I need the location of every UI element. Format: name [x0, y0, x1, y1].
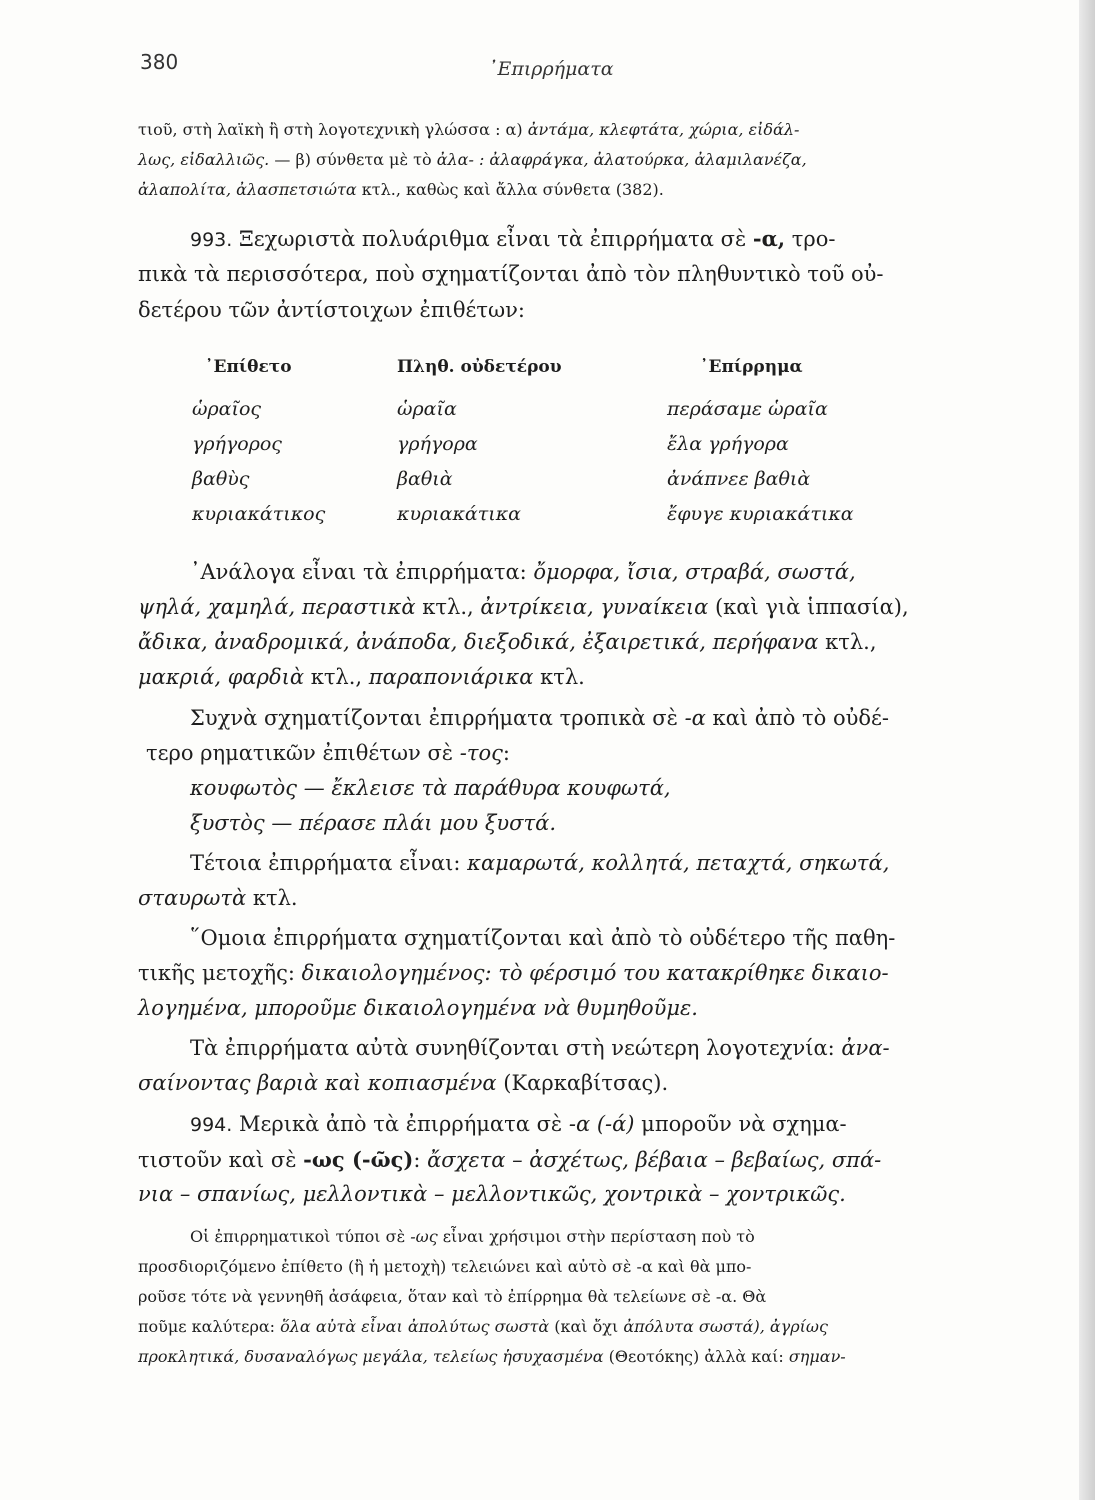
sec993-line-2: πικὰ τὰ περισσότερα, ποὺ σχηματίζονται ἀπὸ τὸν πληθυντικὸ τοῦ οὐ- [138, 262, 884, 286]
note-line-4: ποῦμε καλύτερα: ὅλα αὐτὰ εἶναι ἀπολύτως σωστὰ (καὶ ὄχι ἀπόλυτα σωστά), ἀγρίως [138, 1317, 828, 1336]
table-cell: περάσαμε ὡραῖα [667, 398, 828, 420]
analoga-line-4: μακριά, φαρδιὰ κτλ., παραπονιάρικα κτλ. [138, 665, 585, 689]
intro-line-1: τιοῦ, στὴ λαϊκὴ ἢ στὴ λογοτεχνικὴ γλώσσα : α) ἀντάμα, κλεφτάτα, χώρια, εἰδάλ- [138, 120, 800, 139]
sec994-line-1: 994. Μερικὰ ἀπὸ τὰ ἐπιρρήματα σὲ -α (-ά) μποροῦν νὰ σχημα- [190, 1112, 847, 1136]
table-cell: ὡραῖα [397, 398, 457, 420]
table-cell: βαθιὰ [397, 468, 453, 490]
note-line-2: προσδιοριζόμενο ἐπίθετο (ἢ ἡ μετοχὴ) τελειώνει καὶ αὐτὸ σὲ -α καὶ θὰ μπο- [138, 1257, 752, 1276]
ta-line-1: Τὰ ἐπιρρήματα αὐτὰ συνηθίζονται στὴ νεώτερη λογοτεχνία: ἀνα- [190, 1036, 890, 1060]
sec993-line-1: 993. Ξεχωριστὰ πολυάριθμα εἶναι τὰ ἐπιρρήματα σὲ -α, τρο- [190, 226, 836, 251]
table-cell: γρήγορα [397, 433, 478, 455]
table-cell: ὡραῖος [192, 398, 262, 420]
table-cell: ἔλα γρήγορα [667, 433, 789, 455]
table-header-adjective: ᾿Επίθετο [205, 357, 292, 377]
analoga-line-1: ᾿Ανάλογα εἶναι τὰ ἐπιρρήματα: ὄμορφα, ἴσια, στραβά, σωστά, [190, 560, 856, 584]
section-number-994: 994. [190, 1114, 233, 1136]
sychna-line-1: Συχνὰ σχηματίζονται ἐπιρρήματα τροπικὰ σὲ -α καὶ ἀπὸ τὸ οὐδέ- [190, 706, 890, 730]
sychna-line-2: τερο ρηματικῶν ἐπιθέτων σὲ -τος: [146, 741, 510, 765]
tetoia-line-1: Τέτοια ἐπιρρήματα εἶναι: καμαρωτά, κολλητά, πεταχτά, σηκωτά, [190, 851, 890, 875]
table-header-neuter-plural: Πληθ. οὐδετέρου [397, 357, 562, 377]
sec993-line-3: δετέρου τῶν ἀντίστοιχων ἐπιθέτων: [138, 298, 525, 322]
note-line-1: Οἱ ἐπιρρηματικοὶ τύποι σὲ -ως εἶναι χρήσιμοι στὴν περίσταση ποὺ τὸ [190, 1227, 755, 1246]
intro-line-2: λως, εἰδαλλιῶς. — β) σύνθετα μὲ τὸ ἀλα- : ἀλαφράγκα, ἀλατούρκα, ἀλαμιλανέζα, [138, 150, 807, 169]
section-number-993: 993. [190, 229, 233, 251]
tetoia-line-2: σταυρωτὰ κτλ. [138, 886, 298, 910]
note-line-3: ροῦσε τότε νὰ γεννηθῆ ἀσάφεια, ὅταν καὶ τὸ ἐπίρρημα θὰ τελείωνε σὲ -α. Θὰ [138, 1287, 767, 1306]
analoga-line-3: ἄδικα, ἀναδρομικά, ἀνάποδα, διεξοδικά, ἐξαιρετικά, περήφανα κτλ., [138, 630, 877, 654]
note-line-5: προκλητικά, δυσαναλόγως μεγάλα, τελείως ἡσυχασμένα (Θεοτόκης) ἀλλὰ καί: σημαν- [138, 1347, 846, 1366]
sec994-line-2: τιστοῦν καὶ σὲ -ως (-ῶς): ἄσχετα – ἀσχέτως, βέβαια – βεβαίως, σπά- [138, 1147, 882, 1172]
table-cell: κυριακάτικα [397, 503, 522, 525]
homoia-line-2: τικῆς μετοχῆς: δικαιολογημένος: τὸ φέρσιμό του κατακρίθηκε δικαιο- [138, 961, 889, 985]
table-cell: ἀνάπνεε βαθιὰ [667, 468, 811, 490]
analoga-line-2: ψηλά, χαμηλά, περαστικὰ κτλ., ἀντρίκεια, γυναίκεια (καὶ γιὰ ἱππασία), [138, 595, 909, 619]
ta-line-2: σαίνοντας βαριὰ καὶ κοπιασμένα (Καρκαβίτσας). [138, 1071, 669, 1095]
sec994-line-3: νια – σπανίως, μελλοντικὰ – μελλοντικῶς, χοντρικὰ – χοντρικῶς. [138, 1182, 846, 1206]
table-cell: κυριακάτικος [192, 503, 326, 525]
running-title: ᾿Επιρρήματα [488, 58, 614, 80]
intro-line-3: ἀλαπολίτα, ἀλασπετσιώτα κτλ., καθὼς καὶ ἄλλα σύνθετα (382). [138, 180, 664, 199]
homoia-line-3: λογημένα, μποροῦμε δικαιολογημένα νὰ θυμηθοῦμε. [138, 996, 698, 1020]
sychna-example-1: κουφωτὸς — ἔκλεισε τὰ παράθυρα κουφωτά, [190, 776, 671, 800]
table-cell: ἔφυγε κυριακάτικα [667, 503, 854, 525]
table-header-adverb: ᾿Επίρρημα [700, 357, 803, 377]
table-cell: γρήγορος [192, 433, 282, 455]
table-cell: βαθὺς [192, 468, 250, 490]
homoia-line-1: ῞Ομοια ἐπιρρήματα σχηματίζονται καὶ ἀπὸ τὸ οὐδέτερο τῆς παθη- [190, 926, 896, 950]
page-edge-shadow [1079, 0, 1095, 1500]
page-number: 380 [140, 50, 179, 74]
sychna-example-2: ξυστὸς — πέρασε πλάι μου ξυστά. [190, 811, 556, 835]
